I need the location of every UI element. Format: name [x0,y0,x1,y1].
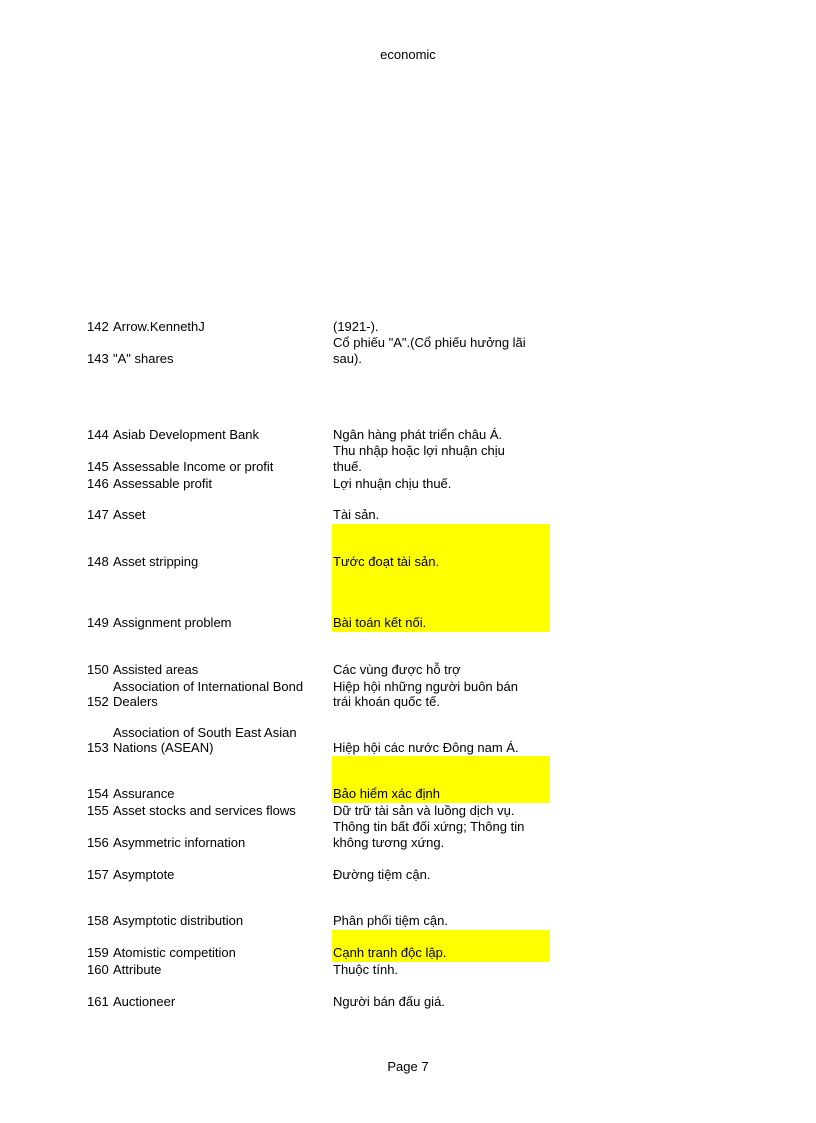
entry-definition: Người bán đấu giá. [333,994,445,1009]
entry-number: 161 [87,994,109,1009]
entry-number: 142 [87,319,109,334]
entry-number: 148 [87,554,109,569]
entry-number: 152 [87,694,109,709]
entry-term: Asset [113,507,146,522]
entry-term: Asymptote [113,867,175,882]
entry-definition: Cạnh tranh độc lập. [333,945,447,960]
entry-definition-line: không tương xứng. [333,835,445,850]
entry-number: 145 [87,459,109,474]
entry-term: Asset stripping [113,554,199,569]
entry-number: 143 [87,351,109,366]
entry-term: Asymmetric infornation [113,835,246,850]
entry-term: Attribute [113,962,162,977]
entry-term: Asset stocks and services flows [113,803,296,818]
entry-number: 153 [87,740,109,755]
entry-term: Auctioneer [113,994,176,1009]
entry-term-line: Association of International Bond [113,679,304,694]
page-header: economic [380,47,436,62]
entry-definition: Tước đoạt tài sản. [333,554,440,569]
entry-definition-line: trái khoán quốc tế. [333,694,440,709]
entry-number: 149 [87,615,109,630]
entry-definition-line: Thông tin bất đối xứng; Thông tin [333,819,525,834]
entry-number: 160 [87,962,109,977]
entry-term: "A" shares [113,351,174,366]
entry-term: Asiab Development Bank [113,427,259,442]
page-number: Page 7 [387,1059,429,1074]
entry-term-line: Association of South East Asian [113,725,297,740]
entry-term: Atomistic competition [113,945,236,960]
entry-definition: Ngân hàng phát triển châu Á. [333,427,503,442]
entry-term: Assignment problem [113,615,232,630]
entry-number: 159 [87,945,109,960]
entry-definition-line: Thu nhập hoặc lợi nhuận chịu [333,443,505,458]
entry-number: 154 [87,786,109,801]
entry-number: 158 [87,913,109,928]
entry-definition: (1921-). [333,319,379,334]
entry-definition: Các vùng được hỗ trợ [333,662,461,677]
entry-number: 157 [87,867,109,882]
entry-definition-line: thuế. [333,459,362,474]
entry-number: 147 [87,507,109,522]
entry-number: 144 [87,427,109,442]
entry-definition: Bài toán kết nối. [333,615,427,630]
entry-definition: Hiệp hội các nước Đông nam Á. [333,740,519,755]
entry-definition-line: Hiệp hội những người buôn bán [333,679,518,694]
entry-number: 150 [87,662,109,677]
entry-definition: Lợi nhuận chịu thuế. [333,476,452,491]
entry-term: Assurance [113,786,175,801]
entry-definition: Bảo hiểm xác định [333,786,440,801]
entry-term-line: Nations (ASEAN) [113,740,214,755]
entry-number: 155 [87,803,109,818]
entry-definition: Dữ trữ tài sản và luồng dịch vụ. [333,803,515,818]
entry-number: 146 [87,476,109,491]
entry-term: Assessable Income or profit [113,459,274,474]
entry-term: Arrow.KennethJ [113,319,205,334]
entry-definition: Tài sản. [333,507,380,522]
entry-definition: Đường tiệm cận. [333,867,431,882]
entry-term: Assessable profit [113,476,212,491]
entry-definition-line: sau). [333,351,362,366]
entry-term: Asymptotic distribution [113,913,244,928]
entry-term-line: Dealers [113,694,158,709]
entry-definition-line: Cổ phiếu "A".(Cổ phiếu hưởng lãi [333,335,526,350]
entry-definition: Phân phối tiệm cận. [333,913,448,928]
entry-term: Assisted areas [113,662,199,677]
entry-definition: Thuộc tính. [333,962,399,977]
entry-number: 156 [87,835,109,850]
